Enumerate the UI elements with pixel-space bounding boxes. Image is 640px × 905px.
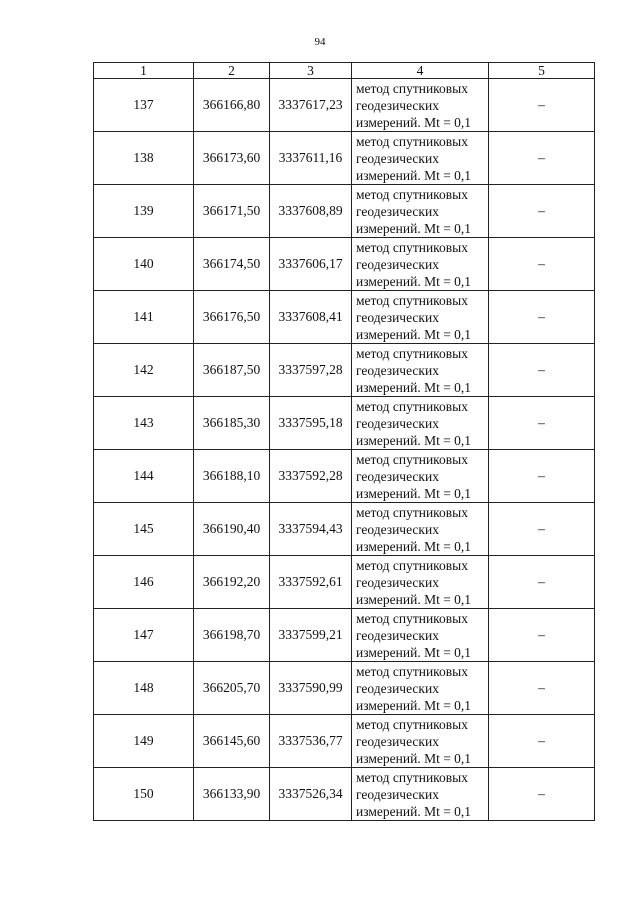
- method-line: метод спутниковых: [356, 292, 468, 308]
- note-cell: –: [489, 344, 595, 397]
- table-row: [94, 344, 595, 397]
- point-number-cell: 149: [94, 715, 194, 768]
- x-coordinate-cell: 366188,10: [194, 450, 270, 503]
- point-number-cell: 138: [94, 132, 194, 185]
- method-cell: [352, 132, 489, 185]
- method-cell: [352, 238, 489, 291]
- point-number-cell: 148: [94, 662, 194, 715]
- y-coordinate-cell: 3337611,16: [270, 132, 352, 185]
- point-number-cell: 137: [94, 79, 194, 132]
- table-row: [94, 715, 595, 768]
- method-cell: [352, 662, 489, 715]
- y-coordinate-cell: 3337595,18: [270, 397, 352, 450]
- note-cell: –: [489, 609, 595, 662]
- y-coordinate-cell: 3337608,89: [270, 185, 352, 238]
- method-line: геодезических: [356, 150, 439, 166]
- note-cell: –: [489, 715, 595, 768]
- method-line: геодезических: [356, 415, 439, 431]
- note-cell: –: [489, 450, 595, 503]
- method-line: измерений. Mt = 0,1: [356, 803, 472, 819]
- x-coordinate-cell: 366145,60: [194, 715, 270, 768]
- x-coordinate-cell: 366171,50: [194, 185, 270, 238]
- header-col-2: 2: [194, 63, 270, 79]
- method-cell: [352, 344, 489, 397]
- header-col-1: 1: [94, 63, 194, 79]
- x-coordinate-cell: 366176,50: [194, 291, 270, 344]
- method-line: геодезических: [356, 733, 439, 749]
- method-cell: [352, 291, 489, 344]
- method-line: метод спутниковых: [356, 133, 468, 149]
- method-line: метод спутниковых: [356, 504, 468, 520]
- table-header: [94, 63, 595, 79]
- method-cell: [352, 503, 489, 556]
- method-line: метод спутниковых: [356, 239, 468, 255]
- note-cell: –: [489, 185, 595, 238]
- method-line: метод спутниковых: [356, 398, 468, 414]
- x-coordinate-cell: 366173,60: [194, 132, 270, 185]
- method-line: метод спутниковых: [356, 663, 468, 679]
- point-number-cell: 142: [94, 344, 194, 397]
- method-line: измерений. Mt = 0,1: [356, 326, 472, 342]
- table-row: [94, 450, 595, 503]
- point-number-cell: 144: [94, 450, 194, 503]
- x-coordinate-cell: 366187,50: [194, 344, 270, 397]
- method-cell: [352, 556, 489, 609]
- y-coordinate-cell: 3337592,28: [270, 450, 352, 503]
- note-cell: –: [489, 662, 595, 715]
- note-cell: –: [489, 397, 595, 450]
- coordinates-table: [93, 62, 595, 821]
- header-col-5: 5: [489, 63, 595, 79]
- x-coordinate-cell: 366192,20: [194, 556, 270, 609]
- table-row: [94, 132, 595, 185]
- x-coordinate-cell: 366198,70: [194, 609, 270, 662]
- x-coordinate-cell: 366174,50: [194, 238, 270, 291]
- x-coordinate-cell: 366166,80: [194, 79, 270, 132]
- y-coordinate-cell: 3337606,17: [270, 238, 352, 291]
- table-row: [94, 185, 595, 238]
- method-line: геодезических: [356, 574, 439, 590]
- table-row: [94, 768, 595, 821]
- y-coordinate-cell: 3337599,21: [270, 609, 352, 662]
- note-cell: –: [489, 503, 595, 556]
- y-coordinate-cell: 3337608,41: [270, 291, 352, 344]
- method-cell: [352, 185, 489, 238]
- method-line: метод спутниковых: [356, 80, 468, 96]
- note-cell: –: [489, 79, 595, 132]
- table-row: [94, 662, 595, 715]
- x-coordinate-cell: 366185,30: [194, 397, 270, 450]
- method-line: метод спутниковых: [356, 451, 468, 467]
- method-cell: [352, 715, 489, 768]
- method-line: геодезических: [356, 97, 439, 113]
- y-coordinate-cell: 3337594,43: [270, 503, 352, 556]
- table-row: [94, 556, 595, 609]
- header-col-4: 4: [352, 63, 489, 79]
- method-line: геодезических: [356, 362, 439, 378]
- header-row: [94, 63, 595, 79]
- method-line: геодезических: [356, 309, 439, 325]
- point-number-cell: 150: [94, 768, 194, 821]
- y-coordinate-cell: 3337590,99: [270, 662, 352, 715]
- y-coordinate-cell: 3337597,28: [270, 344, 352, 397]
- method-line: метод спутниковых: [356, 610, 468, 626]
- x-coordinate-cell: 366133,90: [194, 768, 270, 821]
- table-row: [94, 397, 595, 450]
- method-line: метод спутниковых: [356, 769, 468, 785]
- y-coordinate-cell: 3337617,23: [270, 79, 352, 132]
- note-cell: –: [489, 556, 595, 609]
- table-row: [94, 609, 595, 662]
- method-line: геодезических: [356, 786, 439, 802]
- method-line: геодезических: [356, 468, 439, 484]
- point-number-cell: 143: [94, 397, 194, 450]
- method-line: метод спутниковых: [356, 716, 468, 732]
- x-coordinate-cell: 366205,70: [194, 662, 270, 715]
- method-cell: [352, 397, 489, 450]
- note-cell: –: [489, 132, 595, 185]
- method-line: геодезических: [356, 203, 439, 219]
- page-number: 94: [314, 36, 326, 48]
- method-line: измерений. Mt = 0,1: [356, 432, 472, 448]
- table-row: [94, 291, 595, 344]
- method-line: метод спутниковых: [356, 186, 468, 202]
- method-cell: [352, 450, 489, 503]
- point-number-cell: 145: [94, 503, 194, 556]
- method-line: измерений. Mt = 0,1: [356, 485, 472, 501]
- note-cell: –: [489, 291, 595, 344]
- method-line: геодезических: [356, 256, 439, 272]
- table-row: [94, 503, 595, 556]
- note-cell: –: [489, 238, 595, 291]
- method-line: измерений. Mt = 0,1: [356, 538, 472, 554]
- method-line: измерений. Mt = 0,1: [356, 697, 472, 713]
- x-coordinate-cell: 366190,40: [194, 503, 270, 556]
- table-row: [94, 79, 595, 132]
- method-line: измерений. Mt = 0,1: [356, 220, 472, 236]
- header-col-3: 3: [270, 63, 352, 79]
- y-coordinate-cell: 3337526,34: [270, 768, 352, 821]
- method-line: геодезических: [356, 521, 439, 537]
- method-line: измерений. Mt = 0,1: [356, 167, 472, 183]
- method-line: геодезических: [356, 627, 439, 643]
- point-number-cell: 139: [94, 185, 194, 238]
- table-row: [94, 238, 595, 291]
- method-line: измерений. Mt = 0,1: [356, 273, 472, 289]
- method-line: метод спутниковых: [356, 345, 468, 361]
- y-coordinate-cell: 3337592,61: [270, 556, 352, 609]
- method-cell: [352, 609, 489, 662]
- point-number-cell: 140: [94, 238, 194, 291]
- method-line: измерений. Mt = 0,1: [356, 750, 472, 766]
- method-cell: [352, 79, 489, 132]
- point-number-cell: 141: [94, 291, 194, 344]
- point-number-cell: 146: [94, 556, 194, 609]
- point-number-cell: 147: [94, 609, 194, 662]
- method-line: метод спутниковых: [356, 557, 468, 573]
- note-cell: –: [489, 768, 595, 821]
- y-coordinate-cell: 3337536,77: [270, 715, 352, 768]
- table-body: [94, 79, 595, 821]
- method-cell: [352, 768, 489, 821]
- method-line: измерений. Mt = 0,1: [356, 379, 472, 395]
- method-line: измерений. Mt = 0,1: [356, 591, 472, 607]
- method-line: геодезических: [356, 680, 439, 696]
- method-line: измерений. Mt = 0,1: [356, 644, 472, 660]
- method-line: измерений. Mt = 0,1: [356, 114, 472, 130]
